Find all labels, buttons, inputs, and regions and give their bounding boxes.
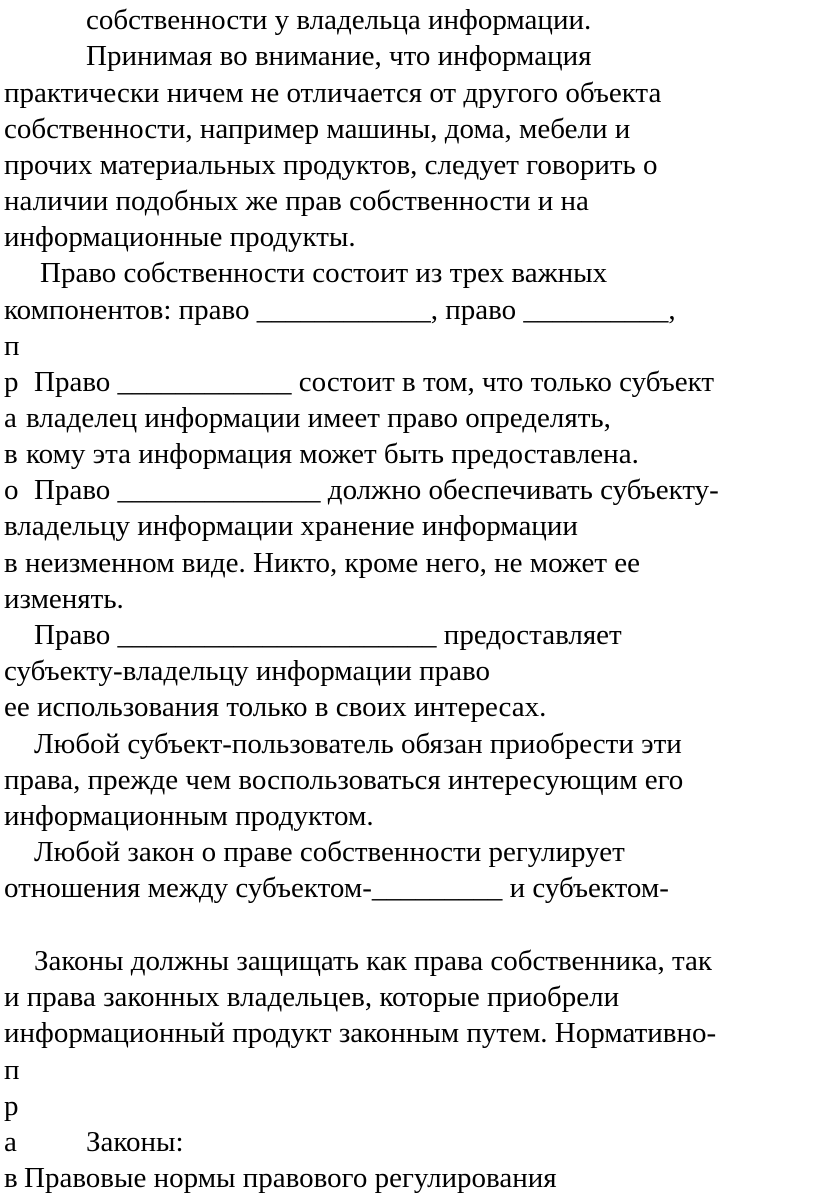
text-line: информационные продукты. <box>4 221 356 253</box>
margin-letter: а <box>4 402 17 434</box>
text-line: в неизменном виде. Никто, кроме него, не может ее <box>4 547 641 579</box>
text-line: отношения между субъектом-_________ и субъектом- <box>4 872 669 904</box>
text-line: Законы должны защищать как права собственника, так <box>34 945 713 977</box>
text-line: субъекту-владельцу информации право <box>4 655 491 687</box>
margin-letter: р <box>4 366 19 398</box>
margin-letter: п <box>4 330 20 362</box>
text-line: Любой закон о праве собственности регулирует <box>34 836 625 868</box>
text-line: права, прежде чем воспользоваться интересующим его <box>4 764 684 796</box>
text-line: кому эта информация может быть предоставлена. <box>26 438 639 470</box>
text-line: ее использования только в своих интересах. <box>4 691 547 723</box>
text-line: Право ______________ должно обеспечивать субъекту- <box>34 474 719 506</box>
margin-letter: р <box>4 1090 19 1122</box>
margin-letter: п <box>4 1054 20 1086</box>
text-line: и права законных владельцев, которые приобрели <box>4 981 620 1013</box>
margin-letter: в <box>4 1162 18 1194</box>
text-line: собственности у владельца информации. <box>86 4 592 36</box>
text-line: прочих материальных продуктов, следует говорить о <box>4 149 658 181</box>
margin-letter: в <box>4 438 18 470</box>
text-line: Законы: <box>86 1126 184 1158</box>
text-line: Принимая во внимание, что информация <box>86 40 592 72</box>
text-line: наличии подобных же прав собственности и на <box>4 185 589 217</box>
text-line: Право ____________ состоит в том, что только субъект <box>34 366 715 398</box>
text-line: Право собственности состоит из трех важных <box>40 257 608 289</box>
text-line: Любой субъект-пользователь обязан приобрести эти <box>34 728 682 760</box>
text-line: информационным продуктом. <box>4 800 374 832</box>
text-line: Правовые нормы правового регулирования <box>24 1162 557 1194</box>
margin-letter: а <box>4 1126 17 1158</box>
text-line: изменять. <box>4 583 124 615</box>
margin-letter: о <box>4 474 19 506</box>
text-line: информационный продукт законным путем. Нормативно- <box>4 1017 717 1049</box>
text-line: собственности, например машины, дома, мебели и <box>4 113 631 145</box>
text-line: Право ______________________ предоставляет <box>34 619 622 651</box>
text-line: владелец информации имеет право определять, <box>26 402 611 434</box>
text-line: практически ничем не отличается от другого объекта <box>4 77 662 109</box>
text-line: владельцу информации хранение информации <box>4 510 578 542</box>
text-line: компонентов: право ____________, право __________, <box>4 294 676 326</box>
